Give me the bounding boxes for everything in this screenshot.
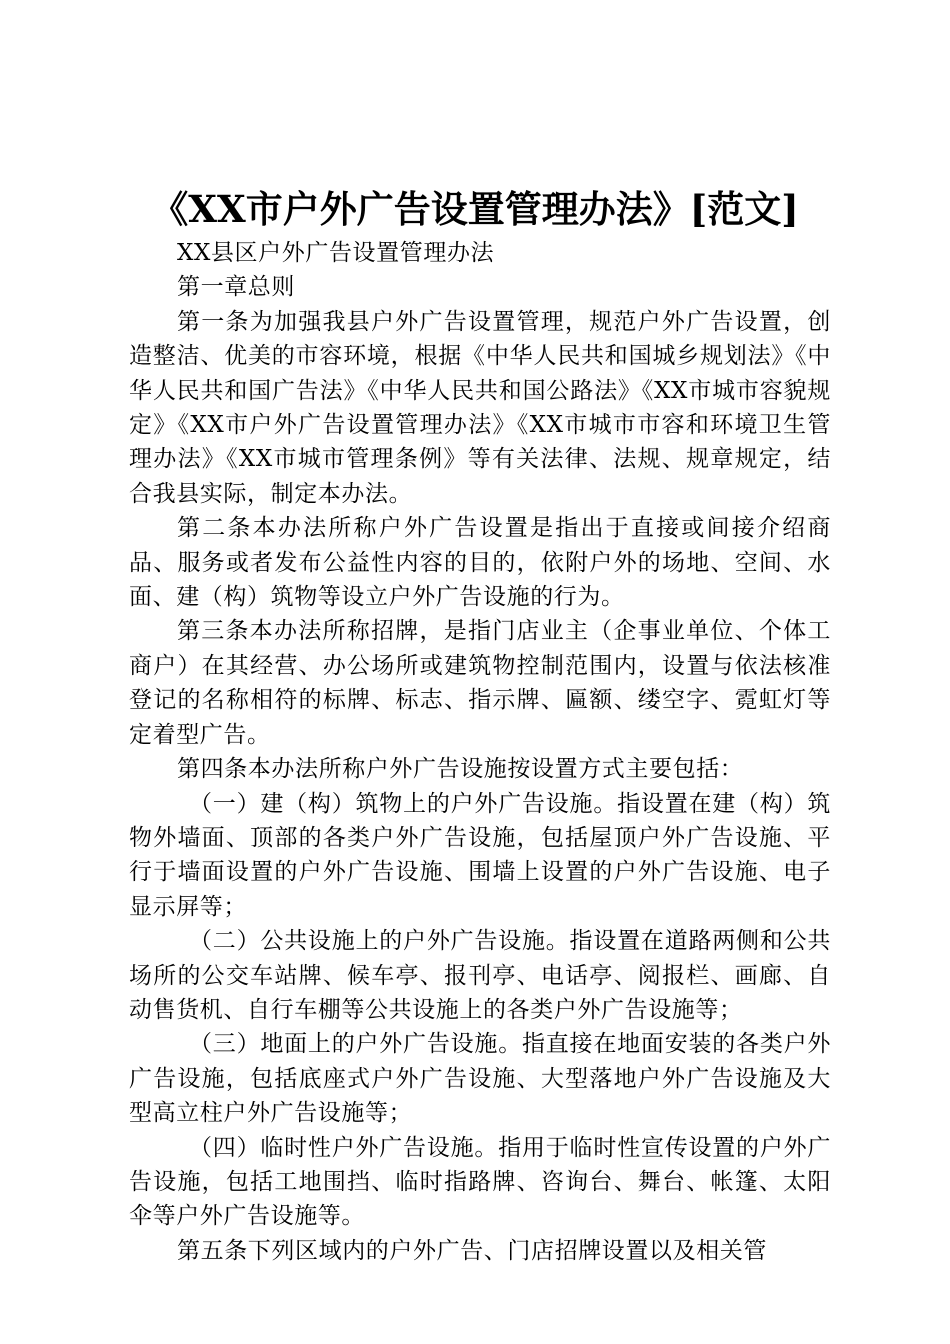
article-4-item-3: （三）地面上的户外广告设施。指直接在地面安装的各类户外广告设施，包括底座式户外广告设施、大型落地户外广告设施及大型高立柱户外广告设施等； bbox=[129, 1031, 831, 1127]
article-2-paragraph: 第二条本办法所称户外广告设置是指出于直接或间接介绍商品、服务或者发布公益性内容的目的，依附户外的场地、空间、水面、建（构）筑物等设立户外广告设施的行为。 bbox=[129, 515, 831, 611]
article-1-paragraph: 第一条为加强我县户外广告设置管理，规范户外广告设置，创造整洁、优美的市容环境，根据《中华人民共和国城乡规划法》《中华人民共和国广告法》《中华人民共和国公路法》《XX市城市容貌规定》《XX市户外广告设置管理办法》《XX市城市市容和环境卫生管理办法》《XX市城市管理条例》等有关法律、法规、规章规定，结合我县实际，制定本办法。 bbox=[129, 308, 831, 507]
document-title: 《XX市户外广告设置管理办法》[范文] bbox=[151, 187, 799, 231]
article-3-paragraph: 第三条本办法所称招牌，是指门店业主（企事业单位、个体工商户）在其经营、办公场所或建筑物控制范围内，设置与依法核准登记的名称相符的标牌、标志、指示牌、匾额、缕空字、霓虹灯等定着型广告。 bbox=[129, 618, 831, 748]
article-4-item-4: （四）临时性户外广告设施。指用于临时性宣传设置的户外广告设施，包括工地围挡、临时指路牌、咨询台、舞台、帐篷、太阳伞等户外广告设施等。 bbox=[129, 1134, 831, 1230]
document-body bbox=[129, 236, 831, 1268]
subtitle-paragraph: XX县区户外广告设置管理办法 bbox=[177, 240, 495, 266]
article-4-item-2: （二）公共设施上的户外广告设施。指设置在道路两侧和公共场所的公交车站牌、候车亭、报刊亭、电话亭、阅报栏、画廊、自动售货机、自行车棚等公共设施上的各类户外广告设施等； bbox=[129, 928, 831, 1023]
article-4-item-1: （一）建（构）筑物上的户外广告设施。指设置在建（构）筑物外墙面、顶部的各类户外广告设施，包括屋顶户外广告设施、平行于墙面设置的户外广告设施、围墙上设置的户外广告设施、电子显示屏等； bbox=[129, 790, 831, 920]
article-5-paragraph: 第五条下列区域内的户外广告、门店招牌设置以及相关管 bbox=[177, 1237, 767, 1264]
chapter-heading: 第一章总则 bbox=[177, 274, 295, 301]
article-4-paragraph: 第四条本办法所称户外广告设施按设置方式主要包括： bbox=[177, 756, 744, 783]
